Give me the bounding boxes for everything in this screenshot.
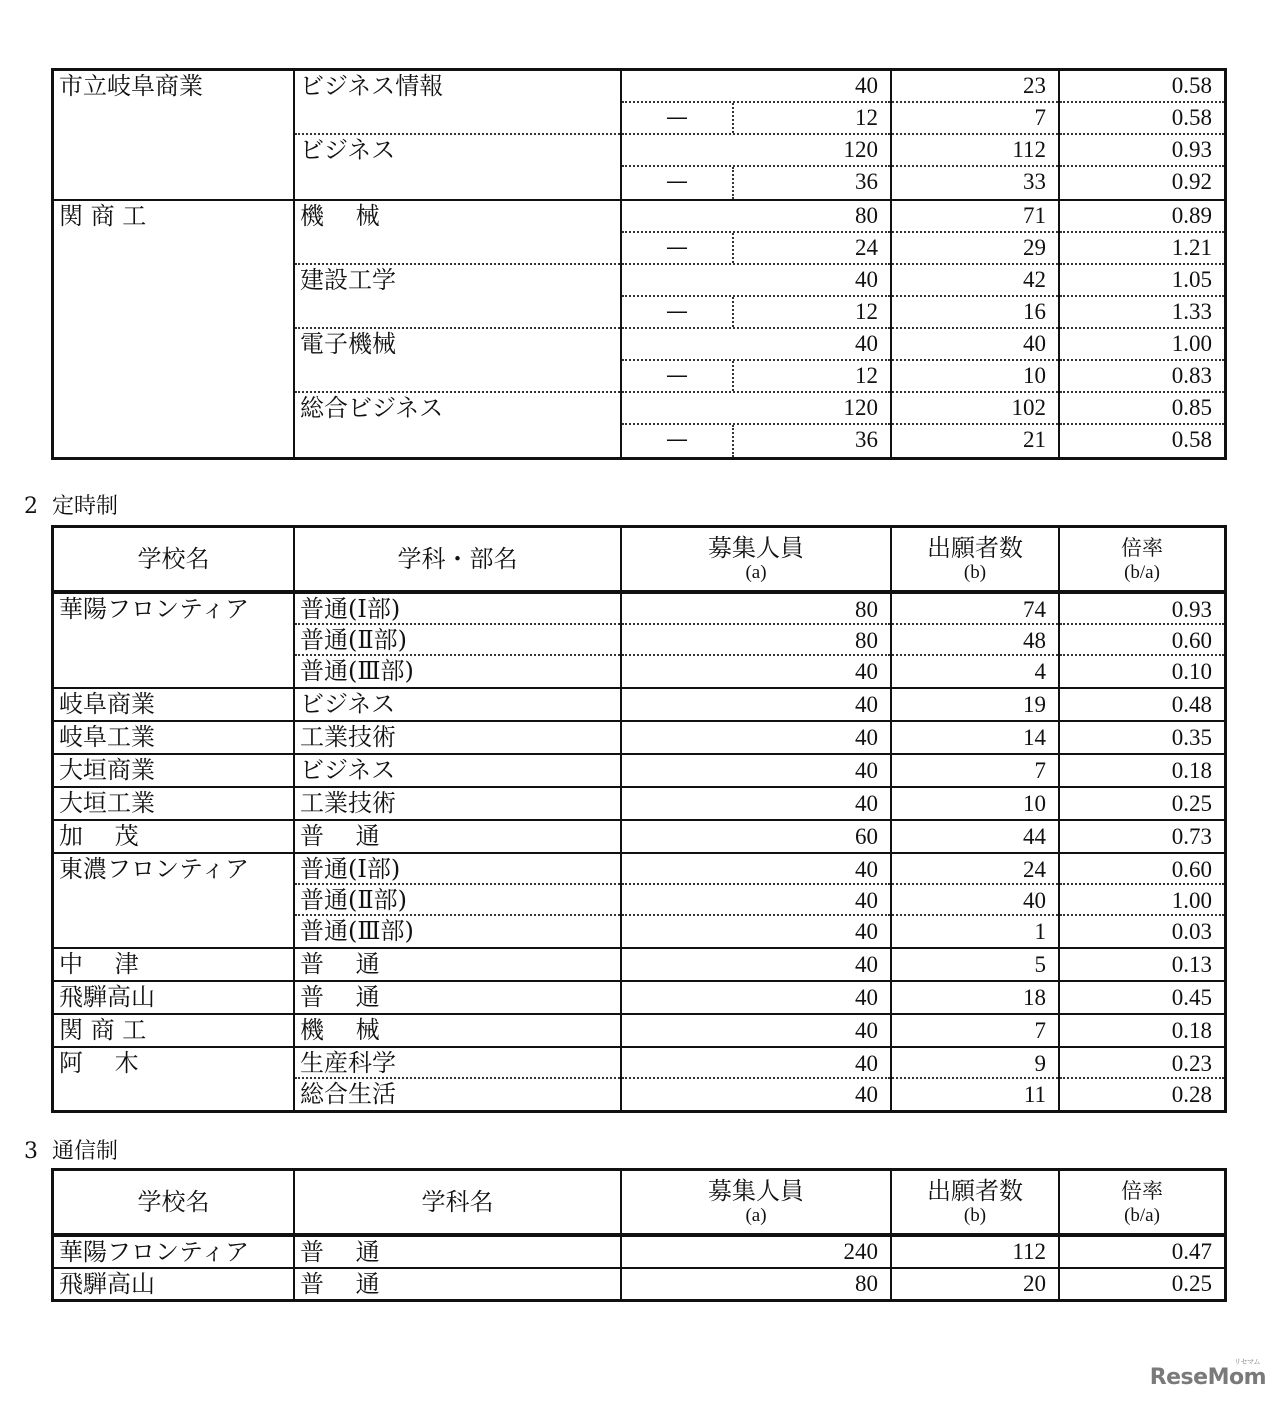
ratio-line	[1060, 361, 1224, 393]
school-name: 華陽フロンティア	[59, 595, 250, 623]
quota-value: 80	[622, 625, 890, 656]
applicants-value: 23	[1023, 73, 1046, 98]
applicants-line	[892, 201, 1058, 233]
quota-value: 60	[855, 824, 878, 849]
quota-column	[622, 722, 892, 753]
part-time-table	[51, 525, 1227, 1113]
school-cell	[54, 1237, 295, 1267]
school-name: 岐阜商業	[59, 690, 155, 718]
course-name: 工業技術	[300, 789, 396, 817]
course-column	[295, 755, 622, 786]
course-name: 普 通	[300, 1270, 380, 1298]
quota-line	[622, 103, 890, 135]
resemom-logo	[1149, 1358, 1266, 1390]
quota-value: 40	[622, 885, 890, 916]
school-name: 市立岐阜商業	[59, 72, 203, 100]
school-row	[54, 1269, 1224, 1299]
applicants-column	[892, 1015, 1060, 1046]
applicants-line	[892, 329, 1058, 361]
header-course: 学科名	[421, 1188, 494, 1216]
quota-line	[622, 329, 890, 361]
header-ratio-sub: (b/a)	[1124, 1205, 1160, 1226]
course-column	[295, 71, 622, 199]
applicants-line	[892, 135, 1058, 167]
school-row	[54, 854, 1224, 949]
course-column	[295, 1048, 622, 1110]
school-row	[54, 949, 1224, 982]
ratio-line	[1060, 71, 1224, 103]
ratio-value: 0.89	[1171, 203, 1212, 228]
course-name: 工業技術	[300, 723, 396, 751]
quota-value: 12	[855, 105, 878, 130]
section-title-correspondence: 3 通信制	[24, 1139, 118, 1164]
course-name: 普通(Ⅲ部)	[300, 917, 414, 945]
applicants-column	[892, 71, 1060, 199]
applicants-line	[892, 71, 1058, 103]
school-row	[54, 982, 1224, 1015]
applicants-column	[892, 1237, 1060, 1267]
quota-column	[622, 1269, 892, 1299]
ratio-column	[1060, 689, 1224, 720]
quota-value: 80	[622, 594, 890, 625]
applicants-value: 42	[1023, 267, 1046, 292]
applicants-value: 19	[1023, 692, 1046, 717]
course-name: 普通(Ⅰ部)	[295, 594, 620, 625]
school-row	[54, 71, 1224, 201]
school-name: 東濃フロンティア	[59, 855, 250, 883]
ratio-line	[1060, 233, 1224, 265]
school-name: 大垣商業	[59, 756, 155, 784]
school-name: 飛騨高山	[59, 983, 155, 1011]
school-name: 加 茂	[59, 822, 139, 850]
ratio-value: 1.21	[1171, 235, 1212, 260]
quota-value: 80	[855, 1271, 878, 1296]
school-name: 関 商 工	[59, 202, 147, 230]
ratio-column	[1060, 201, 1224, 457]
ratio-value: 0.45	[1171, 985, 1212, 1010]
dash-mark: —	[622, 425, 734, 457]
quota-column	[622, 982, 892, 1013]
ratio-value: 1.00	[1060, 885, 1224, 916]
ratio-value: 0.85	[1171, 395, 1212, 420]
course-name: 普通(Ⅱ部)	[295, 625, 620, 656]
applicants-value: 21	[1023, 427, 1046, 452]
course-name: 普 通	[300, 983, 380, 1011]
ratio-value: 1.00	[1171, 331, 1212, 356]
ratio-column	[1060, 594, 1224, 687]
quota-value: 40	[855, 73, 878, 98]
applicants-value: 112	[1012, 1239, 1046, 1264]
quota-column	[622, 755, 892, 786]
quota-line	[622, 201, 890, 233]
ratio-column	[1060, 1269, 1224, 1299]
school-cell	[54, 1269, 295, 1299]
ratio-value: 0.47	[1171, 1239, 1212, 1264]
dash-mark: —	[622, 167, 734, 199]
quota-value: 40	[622, 1048, 890, 1079]
ratio-line	[1060, 393, 1224, 425]
header-quota: 募集人員	[708, 1177, 804, 1205]
course-column	[295, 1015, 622, 1046]
applicants-value: 11	[1023, 1082, 1046, 1107]
ratio-column	[1060, 821, 1224, 852]
header-quota-sub: (a)	[745, 562, 767, 583]
ratio-value: 0.18	[1171, 758, 1212, 783]
quota-value: 40	[855, 1082, 878, 1107]
section-title-part-time: 2 定時制	[24, 494, 118, 519]
ratio-column	[1060, 71, 1224, 199]
school-row	[54, 755, 1224, 788]
school-name: 岐阜工業	[59, 723, 155, 751]
applicants-value: 24	[892, 854, 1058, 885]
school-cell	[54, 71, 295, 199]
applicants-value: 74	[892, 594, 1058, 625]
school-name: 飛騨高山	[59, 1270, 155, 1298]
ratio-line	[1060, 135, 1224, 167]
course-column	[295, 1269, 622, 1299]
applicants-column	[892, 949, 1060, 980]
applicants-column	[892, 788, 1060, 819]
course-name: ビジネス	[300, 136, 396, 164]
quota-value: 40	[855, 791, 878, 816]
school-row	[54, 594, 1224, 689]
ratio-value: 0.13	[1171, 952, 1212, 977]
applicants-value: 18	[1023, 985, 1046, 1010]
quota-line	[622, 233, 890, 265]
school-cell	[54, 594, 295, 687]
applicants-value: 5	[1034, 952, 1046, 977]
course-name: 普 通	[300, 822, 380, 850]
applicants-line	[892, 265, 1058, 297]
applicants-value: 44	[1023, 824, 1046, 849]
applicants-column	[892, 594, 1060, 687]
quota-column	[622, 594, 892, 687]
applicants-column	[892, 201, 1060, 457]
quota-value: 36	[855, 169, 878, 194]
ratio-value: 0.28	[1171, 1082, 1212, 1107]
school-cell	[54, 854, 295, 947]
quota-column	[622, 689, 892, 720]
quota-value: 24	[855, 235, 878, 260]
quota-line	[622, 361, 890, 393]
ratio-column	[1060, 1237, 1224, 1267]
school-row	[54, 821, 1224, 854]
ratio-column	[1060, 1015, 1224, 1046]
header-applicants: 出願者数	[927, 534, 1023, 562]
header-applicants-sub: (b)	[963, 1205, 987, 1226]
school-name: 阿 木	[59, 1049, 139, 1077]
header-ratio: 倍率	[1121, 536, 1163, 560]
applicants-value: 71	[1023, 203, 1046, 228]
course-name: 普 通	[300, 1238, 380, 1266]
table-header-row	[54, 1171, 1224, 1237]
ratio-value: 0.25	[1171, 1271, 1212, 1296]
quota-value: 120	[843, 395, 878, 420]
course-name: 機 械	[300, 1016, 380, 1044]
course-column	[295, 788, 622, 819]
quota-value: 40	[855, 919, 878, 944]
applicants-line	[892, 361, 1058, 393]
header-ratio: 倍率	[1121, 1179, 1163, 1203]
quota-value: 80	[855, 203, 878, 228]
logo-text: ReseMom	[1149, 1365, 1266, 1390]
applicants-line	[892, 167, 1058, 199]
ratio-value: 0.73	[1171, 824, 1212, 849]
ratio-value: 0.93	[1060, 594, 1224, 625]
applicants-line	[892, 297, 1058, 329]
applicants-column	[892, 982, 1060, 1013]
ratio-value: 0.93	[1171, 137, 1212, 162]
course-name: 機 械	[295, 201, 620, 265]
course-column	[295, 722, 622, 753]
quota-value: 120	[843, 137, 878, 162]
applicants-value: 4	[1034, 659, 1046, 684]
header-school: 学校名	[137, 1188, 210, 1216]
course-column	[295, 201, 622, 457]
quota-value: 40	[855, 659, 878, 684]
school-row	[54, 722, 1224, 755]
course-name: 普通(Ⅲ部)	[300, 657, 414, 685]
header-applicants: 出願者数	[927, 1177, 1023, 1205]
fulltime-table-continuation	[51, 68, 1227, 460]
header-applicants-sub: (b)	[963, 562, 987, 583]
school-cell	[54, 689, 295, 720]
dash-mark: —	[622, 297, 734, 327]
ratio-value: 0.18	[1171, 1018, 1212, 1043]
quota-column	[622, 71, 892, 199]
ratio-column	[1060, 1048, 1224, 1110]
applicants-column	[892, 755, 1060, 786]
course-name: ビジネス情報	[295, 71, 620, 135]
ratio-line	[1060, 329, 1224, 361]
quota-column	[622, 821, 892, 852]
applicants-value: 20	[1023, 1271, 1046, 1296]
ratio-value: 0.60	[1060, 854, 1224, 885]
ratio-value: 0.92	[1171, 169, 1212, 194]
ratio-column	[1060, 788, 1224, 819]
course-name: 総合ビジネス	[300, 394, 444, 422]
applicants-value: 9	[892, 1048, 1058, 1079]
applicants-column	[892, 1048, 1060, 1110]
course-name: ビジネス	[300, 690, 396, 718]
header-course: 学科・部名	[397, 545, 518, 573]
ratio-value: 0.58	[1171, 427, 1212, 452]
school-row	[54, 1048, 1224, 1110]
applicants-line	[892, 393, 1058, 425]
school-cell	[54, 1015, 295, 1046]
quota-column	[622, 949, 892, 980]
quota-value: 40	[855, 331, 878, 356]
course-column	[295, 949, 622, 980]
ratio-value: 0.48	[1171, 692, 1212, 717]
ratio-line	[1060, 167, 1224, 199]
header-quota-sub: (a)	[745, 1205, 767, 1226]
course-name: 電子機械	[295, 329, 620, 393]
ratio-value: 1.33	[1171, 299, 1212, 324]
applicants-value: 16	[1023, 299, 1046, 324]
ratio-line	[1060, 425, 1224, 457]
ratio-value: 1.05	[1171, 267, 1212, 292]
quota-line	[622, 71, 890, 103]
course-name: 普通(Ⅱ部)	[295, 885, 620, 916]
school-cell	[54, 788, 295, 819]
school-name: 関 商 工	[59, 1016, 147, 1044]
applicants-line	[892, 233, 1058, 265]
applicants-value: 10	[1023, 363, 1046, 388]
ratio-value: 0.23	[1060, 1048, 1224, 1079]
school-cell	[54, 949, 295, 980]
quota-column	[622, 854, 892, 947]
ratio-line	[1060, 265, 1224, 297]
applicants-value: 40	[892, 885, 1058, 916]
applicants-value: 7	[1034, 105, 1046, 130]
header-quota: 募集人員	[708, 534, 804, 562]
school-cell	[54, 982, 295, 1013]
dash-mark: —	[622, 361, 734, 391]
ratio-line	[1060, 297, 1224, 329]
school-cell	[54, 201, 295, 457]
course-name: 生産科学	[295, 1048, 620, 1079]
applicants-value: 1	[1034, 919, 1046, 944]
course-column	[295, 594, 622, 687]
ratio-value: 0.58	[1171, 73, 1212, 98]
table-header-row	[54, 528, 1224, 594]
course-column	[295, 982, 622, 1013]
course-name: 総合生活	[300, 1080, 396, 1108]
applicants-value: 48	[892, 625, 1058, 656]
quota-line	[622, 135, 890, 167]
ratio-value: 0.58	[1171, 105, 1212, 130]
quota-value: 240	[843, 1239, 878, 1264]
quota-column	[622, 201, 892, 457]
ratio-value: 0.60	[1060, 625, 1224, 656]
quota-value: 12	[855, 299, 878, 324]
school-cell	[54, 821, 295, 852]
quota-value: 40	[855, 952, 878, 977]
school-name: 中 津	[59, 950, 139, 978]
school-row	[54, 689, 1224, 722]
school-cell	[54, 1048, 295, 1110]
course-column	[295, 1237, 622, 1267]
school-row	[54, 1015, 1224, 1048]
applicants-line	[892, 103, 1058, 135]
quota-line	[622, 167, 890, 199]
ratio-value: 0.25	[1171, 791, 1212, 816]
ratio-column	[1060, 854, 1224, 947]
quota-line	[622, 425, 890, 457]
school-cell	[54, 755, 295, 786]
applicants-value: 14	[1023, 725, 1046, 750]
quota-value: 40	[622, 854, 890, 885]
quota-line	[622, 265, 890, 297]
applicants-line	[892, 425, 1058, 457]
quota-value: 40	[855, 1018, 878, 1043]
ratio-value: 0.10	[1171, 659, 1212, 684]
ratio-column	[1060, 755, 1224, 786]
quota-value: 40	[855, 267, 878, 292]
ratio-value: 0.83	[1171, 363, 1212, 388]
applicants-value: 102	[1011, 395, 1046, 420]
correspondence-table	[51, 1168, 1227, 1302]
quota-value: 40	[855, 985, 878, 1010]
applicants-value: 40	[1023, 331, 1046, 356]
quota-value: 36	[855, 427, 878, 452]
ratio-value: 0.03	[1171, 919, 1212, 944]
course-name: 普 通	[300, 950, 380, 978]
applicants-value: 33	[1023, 169, 1046, 194]
course-column	[295, 854, 622, 947]
course-name: 建設工学	[295, 265, 620, 329]
applicants-column	[892, 722, 1060, 753]
logo-kana: リセマム	[1234, 1358, 1260, 1366]
quota-column	[622, 1048, 892, 1110]
applicants-value: 112	[1012, 137, 1046, 162]
course-name: ビジネス	[300, 756, 396, 784]
applicants-value: 10	[1023, 791, 1046, 816]
quota-line	[622, 297, 890, 329]
applicants-value: 7	[1034, 758, 1046, 783]
header-school: 学校名	[137, 545, 210, 573]
quota-value: 40	[855, 758, 878, 783]
ratio-column	[1060, 982, 1224, 1013]
applicants-column	[892, 689, 1060, 720]
applicants-column	[892, 821, 1060, 852]
quota-column	[622, 1237, 892, 1267]
course-column	[295, 821, 622, 852]
school-name: 大垣工業	[59, 789, 155, 817]
applicants-value: 7	[1034, 1018, 1046, 1043]
quota-value: 40	[855, 692, 878, 717]
applicants-column	[892, 854, 1060, 947]
course-name: 普通(Ⅰ部)	[295, 854, 620, 885]
course-column	[295, 689, 622, 720]
school-row	[54, 201, 1224, 457]
ratio-column	[1060, 722, 1224, 753]
school-row	[54, 1237, 1224, 1269]
header-ratio-sub: (b/a)	[1124, 562, 1160, 583]
ratio-line	[1060, 103, 1224, 135]
dash-mark: —	[622, 233, 734, 263]
school-name: 華陽フロンティア	[59, 1238, 250, 1266]
dash-mark: —	[622, 103, 734, 133]
applicants-column	[892, 1269, 1060, 1299]
ratio-line	[1060, 201, 1224, 233]
quota-line	[622, 393, 890, 425]
quota-value: 12	[855, 363, 878, 388]
quota-value: 40	[855, 725, 878, 750]
quota-column	[622, 788, 892, 819]
ratio-value: 0.35	[1171, 725, 1212, 750]
applicants-value: 29	[1023, 235, 1046, 260]
school-cell	[54, 722, 295, 753]
ratio-column	[1060, 949, 1224, 980]
quota-column	[622, 1015, 892, 1046]
school-row	[54, 788, 1224, 821]
